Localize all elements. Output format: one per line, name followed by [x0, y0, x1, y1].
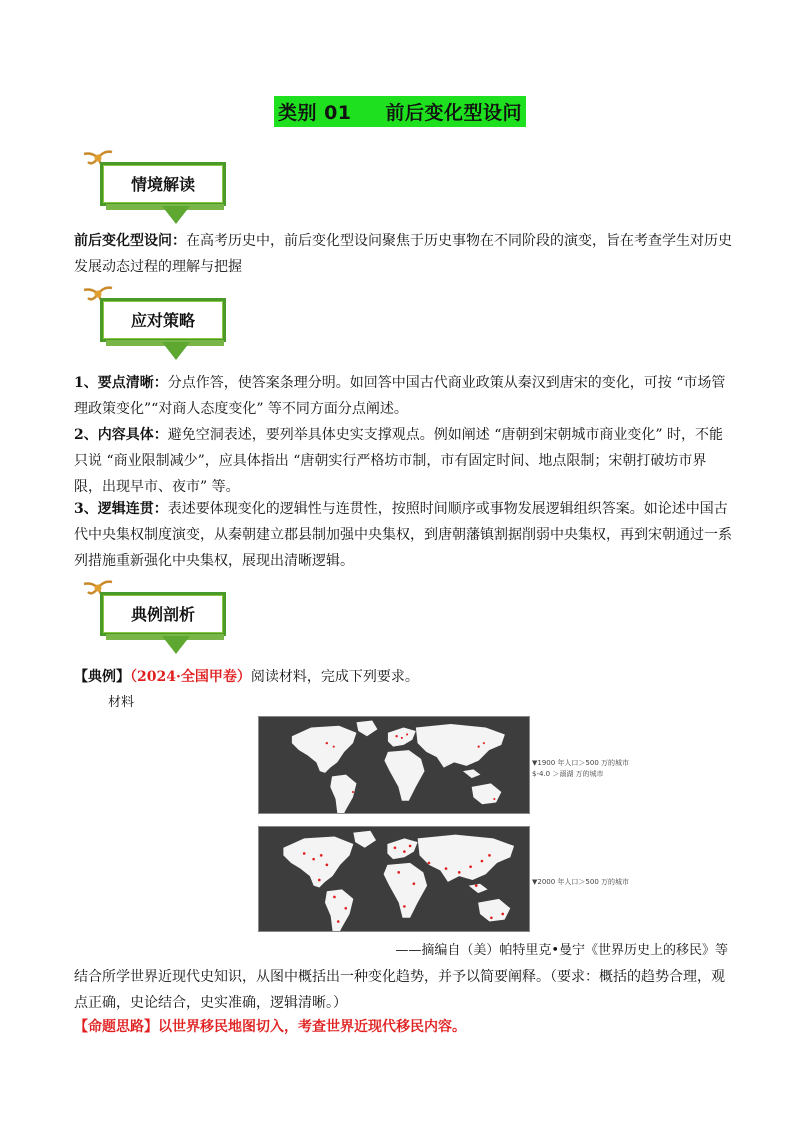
section-badge-box: [100, 162, 226, 206]
title-part1: 类别 01: [277, 102, 352, 124]
strategy-2-text: 避免空洞表述，要列举具体史实支撑观点。例如阐述 “唐朝到宋朝城市商业变化” 时，不能只说 “商业限制减少”，应具体指出 “唐朝实行严格坊市制，市有固定时间、地点限制；宋朝打破坊市界限，出现早市、夜市” 等。: [74, 427, 723, 495]
section-title-3: 典例剖析: [130, 605, 195, 624]
map1-legend-line1: ▼1900 年人口＞500 万的城市: [532, 759, 630, 767]
world-map-2000: [258, 826, 530, 932]
example-intro: [74, 664, 734, 690]
question-text: 结合所学世界近现代史知识，从图中概括出一种变化趋势，并予以简要阐释。（要求：概括的趋势合理，观点正确，史论结合，史实准确，逻辑清晰。）: [74, 969, 725, 1011]
strategy-3-text: 表述要体现变化的逻辑性与连贯性，按照时间顺序或事物发展逻辑组织答案。如论述中国古代中央集权制度演变，从秦朝建立郡县制加强中央集权，到唐朝藩镇割据削弱中央集权，再到宋朝通过一系列措施重新强化中央集权，展现出清晰逻辑。: [74, 501, 732, 569]
badge-tail: [162, 342, 190, 360]
strategy-2-label: 2、内容具体：: [74, 427, 168, 443]
example-bracket-label: 【典例】: [74, 669, 130, 685]
intro-text: 在高考历史中，前后变化型设问聚焦于历史事物在不同阶段的演变，旨在考查学生对历史发展动态过程的理解与把握: [74, 233, 732, 275]
title-wrap: [0, 96, 800, 127]
material-label: 材料: [108, 695, 135, 710]
example-source: （2024·全国甲卷）: [130, 669, 251, 685]
world-map-1900: [258, 716, 530, 814]
page-title: [274, 96, 526, 127]
map1-legend-line2: $-4.0 ＞溺湖 万的城市: [532, 770, 604, 778]
title-part2: 前后变化型设问: [385, 102, 523, 124]
proposition-idea: 【命题思路】以世界移民地图切入，考查世界近现代移民内容。: [74, 1019, 466, 1035]
strategy-3: [74, 496, 734, 574]
section-badge-3: [78, 578, 228, 658]
intro-paragraph: [74, 228, 734, 280]
section-badge-box: [100, 592, 226, 636]
intro-label: 前后变化型设问：: [74, 233, 186, 249]
section-title-1: 情境解读: [130, 175, 195, 194]
strategy-1: [74, 370, 734, 422]
section-badge-box: [100, 298, 226, 342]
citation: ——摘编自（美）帕特里克•曼宁《世界历史上的移民》等: [395, 943, 728, 958]
section-badge-2: [78, 284, 228, 364]
strategy-1-label: 1、要点清晰：: [74, 375, 168, 391]
section-title-2: 应对策略: [130, 311, 195, 330]
section-badge-1: [78, 148, 228, 228]
strategy-3-label: 3、逻辑连贯：: [74, 501, 168, 517]
strategy-1-text: 分点作答，使答案条理分明。如回答中国古代商业政策从秦汉到唐宋的变化，可按 “市场管理政策变化”“对商人态度变化” 等不同方面分点阐述。: [74, 375, 726, 417]
example-instruction: 阅读材料，完成下列要求。: [250, 669, 419, 685]
strategy-2: [74, 422, 734, 500]
badge-tail: [162, 636, 190, 654]
map2-legend: ▼2000 年人口＞500 万的城市: [532, 878, 630, 886]
badge-tail: [162, 206, 190, 224]
map1-legend: [532, 758, 629, 780]
